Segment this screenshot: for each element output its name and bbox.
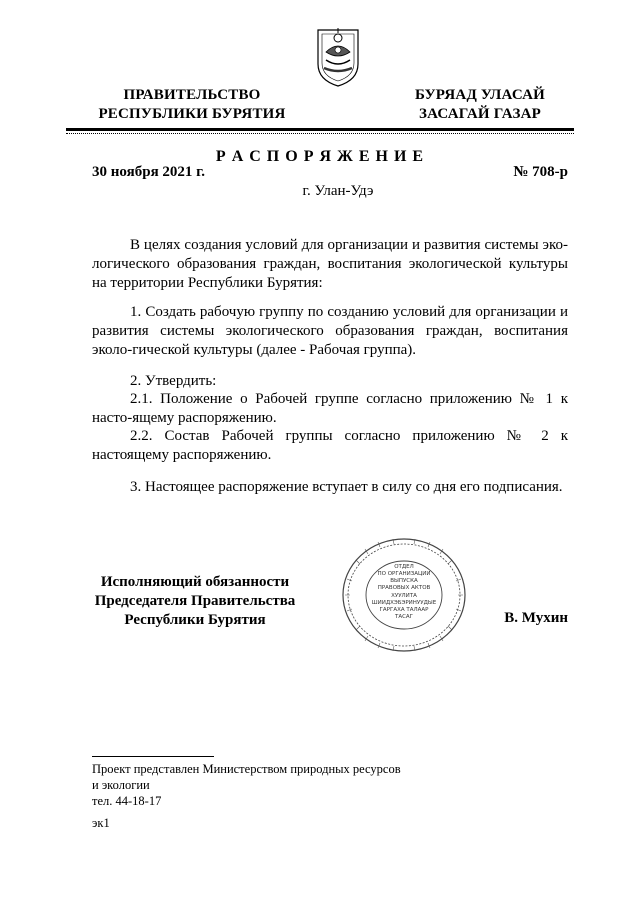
footer-line-1: Проект представлен Министерством природных ресурсов bbox=[92, 762, 401, 776]
paragraph-2-1: 2.1. Положение о Рабочей группе согласно приложению № 1 к насто-ящему распоряжению. bbox=[92, 391, 568, 426]
paragraph-intro: В целях создания условий для организации и развития системы эко-логического образования граждан, воспитания экологической культуры на территории Республики Бурятия: bbox=[92, 237, 568, 291]
footer-line-2: и экологии bbox=[92, 778, 150, 792]
paragraph-1: 1. Создать рабочую группу по созданию условий для организации и развития системы экологического образования граждан, воспитания эколо-гической культуры (далее - Рабочая группа). bbox=[92, 304, 568, 358]
footer-note bbox=[92, 761, 492, 809]
header-rule bbox=[66, 128, 574, 131]
official-stamp bbox=[340, 536, 468, 654]
stamp-text-8: ТАСАГ bbox=[394, 614, 414, 620]
issuer-name-russian bbox=[92, 86, 292, 124]
issuer-line-1: ПРАВИТЕЛЬСТВО bbox=[123, 87, 261, 103]
signatory-title bbox=[92, 573, 298, 630]
paragraph-2-heading: 2. Утвердить: bbox=[130, 373, 217, 389]
stamp-text-2: ПО ОРГАНИЗАЦИИ bbox=[377, 571, 431, 577]
issuer-buryat-line-1: БУРЯАД УЛАСАЙ bbox=[414, 87, 546, 103]
header-rule-dotted bbox=[66, 133, 574, 134]
coat-of-arms-emblem bbox=[314, 24, 362, 88]
stamp-text-5: ХУУЛИТА bbox=[391, 593, 417, 599]
stamp-text-3: ВЫПУСКА bbox=[390, 578, 418, 584]
issuer-buryat-line-2: ЗАСАГАЙ ГАЗАР bbox=[419, 106, 541, 122]
signatory-title-line-2: Председателя Правительства bbox=[94, 593, 296, 609]
stamp-text-4: ПРАВОВЫХ АКТОВ bbox=[377, 585, 431, 591]
document-date: 30 ноября 2021 г. bbox=[92, 164, 206, 180]
issuer-name-buryat bbox=[400, 86, 560, 124]
signatory-name: В. Мухин bbox=[504, 610, 568, 626]
footer-rule bbox=[92, 756, 214, 757]
stamp-text-1: ОТДЕЛ bbox=[394, 564, 414, 570]
signatory-title-line-1: Исполняющий обязанности bbox=[100, 574, 290, 590]
document-number: № 708-р bbox=[513, 164, 568, 180]
footer-code: эк1 bbox=[92, 816, 110, 830]
issuer-line-2: РЕСПУБЛИКИ БУРЯТИЯ bbox=[98, 106, 286, 122]
paragraph-3: 3. Настоящее распоряжение вступает в силу со дня его подписания. bbox=[130, 479, 563, 495]
paragraph-2-2: 2.2. Состав Рабочей группы согласно приложению № 2 к настоящему распоряжению. bbox=[92, 428, 568, 463]
document-type: Р А С П О Р Я Ж Е Н И Е bbox=[215, 148, 425, 165]
document-city: г. Улан-Удэ bbox=[302, 183, 374, 199]
stamp-text-6: ШИИДХЭБЭРИНУУДЫЕ bbox=[371, 600, 437, 606]
footer-phone: тел. 44-18-17 bbox=[92, 794, 162, 808]
signatory-title-line-3: Республики Бурятия bbox=[124, 612, 266, 628]
stamp-text-7: ГАРГАХА ТАЛААР bbox=[379, 607, 429, 613]
